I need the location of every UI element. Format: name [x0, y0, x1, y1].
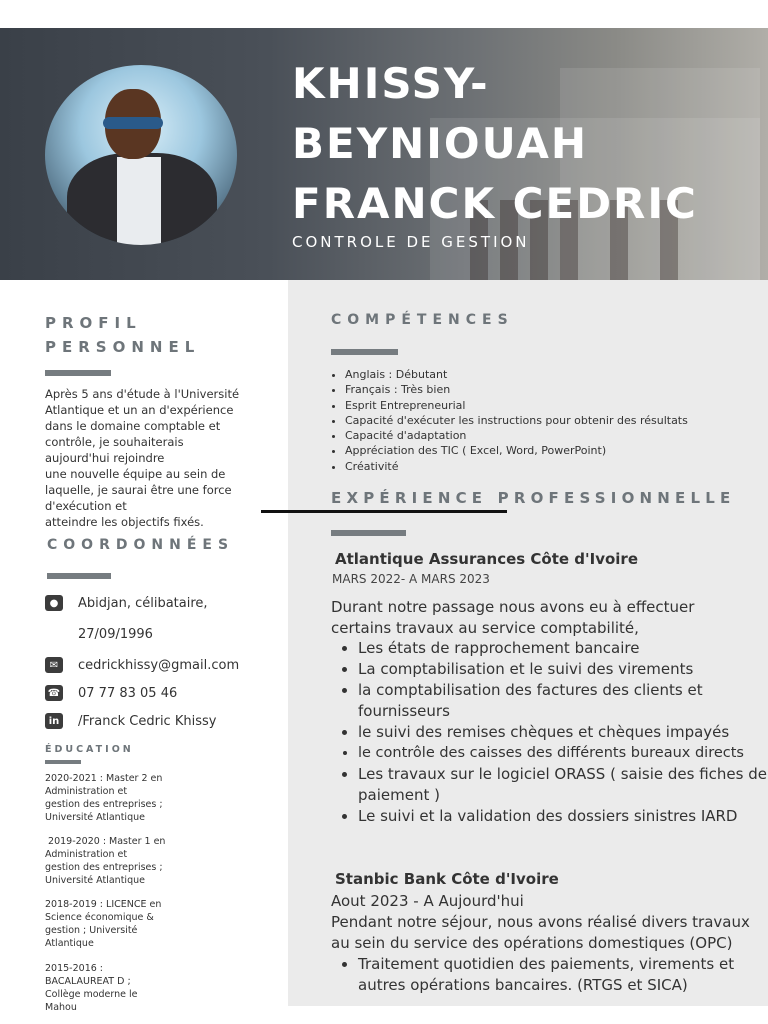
education-line: 2015-2016 : — [45, 963, 104, 974]
job-task-item: • Le suivi et la validation des dossiers sinistres IARD — [358, 806, 768, 827]
envelope-icon: ✉ — [45, 657, 63, 673]
job-task-item: • Les états de rapprochement bancaire — [358, 638, 768, 659]
skill-item: • Esprit Entrepreneurial — [345, 398, 688, 413]
competences-divider-bar — [331, 349, 398, 355]
job-2-intro-line: au sein du service des opérations domestiques (OPC) — [331, 934, 733, 952]
job-1-intro-line: certains travaux au service comptabilité, — [331, 619, 639, 637]
job-task-item: • le suivi des remises chèques et chèques impayés — [358, 722, 768, 743]
phone-row[interactable] — [45, 683, 177, 703]
job-task-item: • Traitement quotidien des paiements, virements et autres opérations bancaires. (RTGS et SICA) — [358, 954, 768, 996]
address-text: Abidjan, célibataire, — [78, 595, 208, 611]
profil-line: Après 5 ans d'étude à l'Université — [45, 387, 240, 401]
profil-line: d'exécution et — [45, 499, 127, 513]
education-line: Administration et — [45, 786, 128, 797]
coordonnees-heading: COORDONNÉES — [47, 537, 235, 553]
email-row[interactable] — [45, 655, 239, 675]
job-task-item: • Les travaux sur le logiciel ORASS ( saisie des fiches de paiement ) — [358, 764, 768, 806]
education-line: Administration et — [45, 849, 128, 860]
job-task-item: • la comptabilisation des factures des clients et fournisseurs — [358, 680, 768, 722]
job-2-task-list — [358, 954, 768, 996]
candidate-name — [292, 54, 752, 234]
skill-item: • Créativité — [345, 459, 688, 474]
name-line-1: KHISSY- — [292, 59, 490, 108]
profil-line: aujourd'hui rejoindre — [45, 451, 165, 465]
profil-line: une nouvelle équipe au sein de — [45, 467, 226, 481]
education-line: Collège moderne le — [45, 989, 138, 1000]
job-2-period: Aout 2023 - A Aujourd'hui — [331, 892, 524, 910]
black-divider-line — [261, 510, 507, 513]
name-line-2: BEYNIOUAH — [292, 119, 589, 168]
birthdate-row — [45, 624, 153, 644]
job-task-item: • le contrôle des caisses des différents bureaux directs — [358, 743, 768, 764]
education-item — [45, 898, 175, 950]
education-heading: ÉDUCATION — [45, 744, 134, 755]
linkedin-text[interactable]: /Franck Cedric Khissy — [78, 713, 217, 729]
profil-heading-line-1: PROFIL — [45, 314, 142, 332]
profil-text — [45, 386, 260, 530]
education-line: Université Atlantique — [45, 875, 145, 886]
profil-line: atteindre les objectifs fixés. — [45, 515, 204, 529]
education-line: Mahou — [45, 1002, 77, 1013]
education-line: 2020-2021 : Master 2 en — [45, 773, 163, 784]
job-2-intro-line: Pendant notre séjour, nous avons réalisé divers travaux — [331, 913, 750, 931]
experience-heading: EXPÉRIENCE PROFESSIONNELLE — [331, 489, 736, 507]
education-item — [45, 962, 175, 1014]
job-1-company: Atlantique Assurances Côte d'Ivoire — [335, 550, 638, 568]
education-line: Atlantique — [45, 938, 94, 949]
name-line-3: FRANCK CEDRIC — [292, 179, 698, 228]
profil-line: Atlantique et un an d'expérience — [45, 403, 234, 417]
education-item — [45, 835, 175, 887]
linkedin-row[interactable] — [45, 711, 216, 731]
location-pin-icon: ● — [45, 595, 63, 611]
education-divider-bar — [45, 760, 81, 764]
profil-heading-line-2: PERSONNEL — [45, 338, 201, 356]
skill-item: • Français : Très bien — [345, 382, 688, 397]
profil-line: laquelle, je saurai être une force — [45, 483, 232, 497]
skill-item: • Capacité d'adaptation — [345, 428, 688, 443]
education-line: 2019-2020 : Master 1 en — [45, 836, 166, 847]
job-1-intro — [331, 597, 767, 639]
education-line: BACALAUREAT D ; — [45, 976, 131, 987]
education-line: Université Atlantique — [45, 812, 145, 823]
job-1-period: MARS 2022- A MARS 2023 — [332, 572, 490, 586]
education-line: gestion des entreprises ; — [45, 799, 163, 810]
education-line: Science économique & — [45, 912, 154, 923]
skill-item: • Appréciation des TIC ( Excel, Word, PowerPoint) — [345, 443, 688, 458]
job-1-intro-line: Durant notre passage nous avons eu à effectuer — [331, 598, 695, 616]
phone-text[interactable]: 07 77 83 05 46 — [78, 685, 178, 701]
phone-icon: ☎ — [45, 685, 63, 701]
job-1-task-list — [358, 638, 768, 827]
profile-photo — [45, 65, 237, 245]
skill-item: • Anglais : Débutant — [345, 367, 688, 382]
email-text[interactable]: cedrickhissy@gmail.com — [78, 657, 240, 673]
education-item — [45, 772, 175, 824]
education-line: gestion ; Université — [45, 925, 138, 936]
coordonnees-divider-bar — [47, 573, 111, 579]
address-row — [45, 593, 208, 613]
profil-line: dans le domaine comptable et — [45, 419, 221, 433]
education-line: gestion des entreprises ; — [45, 862, 163, 873]
linkedin-icon: in — [45, 713, 63, 729]
profil-divider-bar — [45, 370, 111, 376]
job-2-company: Stanbic Bank Côte d'Ivoire — [335, 870, 559, 888]
experience-divider-bar — [331, 530, 406, 536]
competences-heading: COMPÉTENCES — [331, 312, 514, 328]
job-task-item: • La comptabilisation et le suivi des virements — [358, 659, 768, 680]
profil-line: contrôle, je souhaiterais — [45, 435, 184, 449]
job-2-intro — [331, 912, 767, 954]
birthdate-text: 27/09/1996 — [78, 626, 153, 642]
skills-list — [345, 367, 688, 474]
job-title: CONTROLE DE GESTION — [292, 233, 530, 251]
education-line: 2018-2019 : LICENCE en — [45, 899, 162, 910]
skill-item: • Capacité d'exécuter les instructions pour obtenir des résultats — [345, 413, 688, 428]
